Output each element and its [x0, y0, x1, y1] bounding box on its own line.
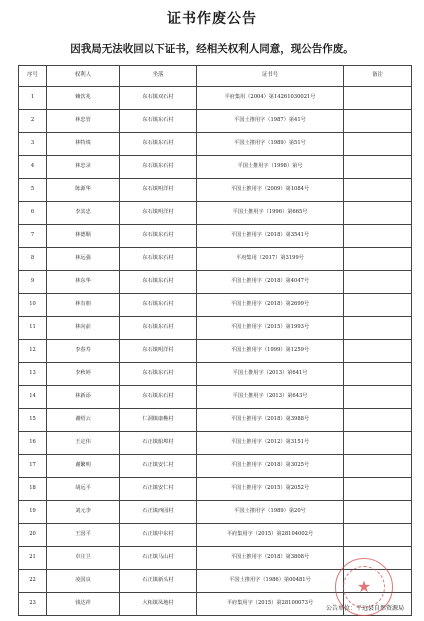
- cell-location: 东石镇东石村: [120, 294, 197, 317]
- star-icon: ★: [356, 577, 372, 596]
- cell-holder: 李秋婷: [47, 363, 120, 386]
- cell-holder: 王国平: [47, 524, 120, 547]
- cell-cert: 平国土推用字（2018）第3541号: [197, 225, 344, 248]
- cell-location: 东石镇东石村: [120, 363, 197, 386]
- cell-note: [344, 248, 412, 271]
- cell-note: [344, 133, 412, 156]
- cell-cert: 平府集用（2004）第14261030021号: [197, 87, 344, 110]
- cell-holder: 王定伟: [47, 432, 120, 455]
- cell-note: [344, 386, 412, 409]
- cell-note: [344, 432, 412, 455]
- cell-location: 石正镇安仁村: [120, 478, 197, 501]
- cell-location: 石正镇新头村: [120, 570, 197, 593]
- cell-holder: 林忠录: [47, 156, 120, 179]
- cell-cert: 平国土推用字（2015）第1993号: [197, 317, 344, 340]
- table-row: [19, 409, 412, 432]
- notice-signer: 公告单位：平远县自然资源局: [326, 605, 405, 612]
- cell-location: 东石镇东石村: [120, 248, 197, 271]
- header-location: 坐落: [120, 66, 197, 87]
- cell-location: 石正镇中东村: [120, 524, 197, 547]
- cell-holder: 林远强: [47, 248, 120, 271]
- cell-no: 18: [19, 478, 47, 501]
- notice-title: 证书作废公告: [167, 11, 257, 27]
- cell-holder: 林特填: [47, 133, 120, 156]
- cell-location: 东石镇明洋村: [120, 179, 197, 202]
- cell-no: 22: [19, 570, 47, 593]
- cell-no: 15: [19, 409, 47, 432]
- cell-note: [344, 524, 412, 547]
- table-row: [19, 386, 412, 409]
- table-row: [19, 271, 412, 294]
- cell-holder: 谢繁明: [47, 455, 120, 478]
- cell-note: [344, 110, 412, 133]
- table-row: [19, 294, 412, 317]
- table-row: [19, 156, 412, 179]
- cell-note: [344, 478, 412, 501]
- cell-cert: 平国土推用字（2009）第1084号: [197, 179, 344, 202]
- cell-location: 东石镇东石村: [120, 271, 197, 294]
- header-no: 序号: [19, 66, 47, 87]
- cell-holder: 胡远平: [47, 478, 120, 501]
- cell-note: [344, 179, 412, 202]
- cell-holder: 林新添: [47, 386, 120, 409]
- cell-location: 东石镇东石村: [120, 317, 197, 340]
- cell-cert: 平国土推用字（2015）第2052号: [197, 478, 344, 501]
- cell-no: 4: [19, 156, 47, 179]
- cell-holder: 李春寿: [47, 340, 120, 363]
- cell-no: 2: [19, 110, 47, 133]
- cell-note: [344, 156, 412, 179]
- cell-holder: 陈源华: [47, 179, 120, 202]
- cell-cert: 平国土推用字（1989）第51号: [197, 133, 344, 156]
- cell-location: 仁洞镇康樵村: [120, 409, 197, 432]
- cell-cert: 平国土推用字（1998）第号: [197, 156, 344, 179]
- cell-cert: 平府集用（2017）第3199号: [197, 248, 344, 271]
- cell-location: 东石镇明洋村: [120, 202, 197, 225]
- cell-no: 11: [19, 317, 47, 340]
- table-body: [19, 87, 412, 616]
- cell-holder: 林有朋: [47, 294, 120, 317]
- cell-no: 6: [19, 202, 47, 225]
- cell-cert: 平国土推用字（1987）第41号: [197, 110, 344, 133]
- cell-note: [344, 87, 412, 110]
- table-row: [19, 524, 412, 547]
- cell-cert: 平国土推用字（2018）第4047号: [197, 271, 344, 294]
- cell-holder: 李其忠: [47, 202, 120, 225]
- table-row: [19, 248, 412, 271]
- cell-note: [344, 501, 412, 524]
- table-header-row: [19, 66, 412, 87]
- table-row: [19, 110, 412, 133]
- cell-no: 19: [19, 501, 47, 524]
- cell-holder: 钱达祥: [47, 593, 120, 616]
- cell-location: 大柘镇凤地村: [120, 593, 197, 616]
- cell-holder: 赖饮兆: [47, 87, 120, 110]
- cell-no: 17: [19, 455, 47, 478]
- notice-intro: 因我局无法收回以下证书，经相关权利人同意，现公告作废。: [70, 43, 354, 55]
- cell-no: 16: [19, 432, 47, 455]
- table-row: [19, 478, 412, 501]
- cell-location: 东石镇东石村: [120, 156, 197, 179]
- cell-note: [344, 294, 412, 317]
- cell-cert: 平国土推用字（1986）第00481号: [197, 570, 344, 593]
- cell-location: 东石镇东石村: [120, 133, 197, 156]
- table-row: [19, 225, 412, 248]
- cell-no: 13: [19, 363, 47, 386]
- table-row: [19, 501, 412, 524]
- cell-note: [344, 202, 412, 225]
- cell-holder: 林忠管: [47, 110, 120, 133]
- cell-location: 东石镇双石村: [120, 87, 197, 110]
- cell-holder: 卓庄卫: [47, 547, 120, 570]
- cell-location: 石正镇船埠村: [120, 432, 197, 455]
- cell-cert: 平国土推用字（2018）第3988号: [197, 409, 344, 432]
- table-row: [19, 432, 412, 455]
- header-note: 备注: [344, 66, 412, 87]
- cell-no: 12: [19, 340, 47, 363]
- cell-note: [344, 409, 412, 432]
- cell-holder: 凌国良: [47, 570, 120, 593]
- cell-cert: 平府集用字（2015）第28100073号: [197, 593, 344, 616]
- cell-location: 东石镇东石村: [120, 386, 197, 409]
- table-row: [19, 317, 412, 340]
- table-row: [19, 455, 412, 478]
- cell-no: 21: [19, 547, 47, 570]
- cell-cert: 平国土推用字（2018）第3808号: [197, 547, 344, 570]
- cell-location: 东石镇东石村: [120, 225, 197, 248]
- cell-no: 9: [19, 271, 47, 294]
- cell-no: 7: [19, 225, 47, 248]
- cell-no: 5: [19, 179, 47, 202]
- cell-holder: 刘元李: [47, 501, 120, 524]
- certificate-table: [18, 65, 412, 616]
- cell-no: 10: [19, 294, 47, 317]
- cell-holder: 林德顺: [47, 225, 120, 248]
- cell-location: 石正镇西园村: [120, 501, 197, 524]
- cell-holder: 谢绍云: [47, 409, 120, 432]
- cell-cert: 平国土推用字（2018）第3025号: [197, 455, 344, 478]
- cell-cert: 平国土推用字（1989）第20号: [197, 501, 344, 524]
- cell-location: 东石镇明洋村: [120, 340, 197, 363]
- cell-no: 8: [19, 248, 47, 271]
- table-row: [19, 87, 412, 110]
- cell-cert: 平国土推用字（1999）第1259号: [197, 340, 344, 363]
- table-row: [19, 202, 412, 225]
- cell-location: 东石镇东石村: [120, 110, 197, 133]
- cell-note: [344, 363, 412, 386]
- table-row: [19, 179, 412, 202]
- cell-note: [344, 271, 412, 294]
- header-cert: 证书号: [197, 66, 344, 87]
- cell-note: [344, 455, 412, 478]
- cell-cert: 平国土推用字（2013）第641号: [197, 363, 344, 386]
- table-row: [19, 363, 412, 386]
- cell-note: [344, 317, 412, 340]
- header-holder: 权利人: [47, 66, 120, 87]
- cell-location: 石正镇马山村: [120, 547, 197, 570]
- cell-note: [344, 225, 412, 248]
- cell-cert: 平国土推用字（2018）第2699号: [197, 294, 344, 317]
- cell-cert: 平国土推用字（2012）第3151号: [197, 432, 344, 455]
- cell-cert: 平国土推用字（2013）第643号: [197, 386, 344, 409]
- cell-note: [344, 340, 412, 363]
- cell-no: 14: [19, 386, 47, 409]
- table-row: [19, 133, 412, 156]
- cell-no: 1: [19, 87, 47, 110]
- cell-cert: 平府集用字（2015）第28104002号: [197, 524, 344, 547]
- cell-no: 20: [19, 524, 47, 547]
- cell-no: 23: [19, 593, 47, 616]
- cell-holder: 林向前: [47, 317, 120, 340]
- cell-holder: 林东华: [47, 271, 120, 294]
- cell-location: 石正镇安仁村: [120, 455, 197, 478]
- table-row: [19, 340, 412, 363]
- cell-cert: 平国土推用字（1996）第665号: [197, 202, 344, 225]
- cell-no: 3: [19, 133, 47, 156]
